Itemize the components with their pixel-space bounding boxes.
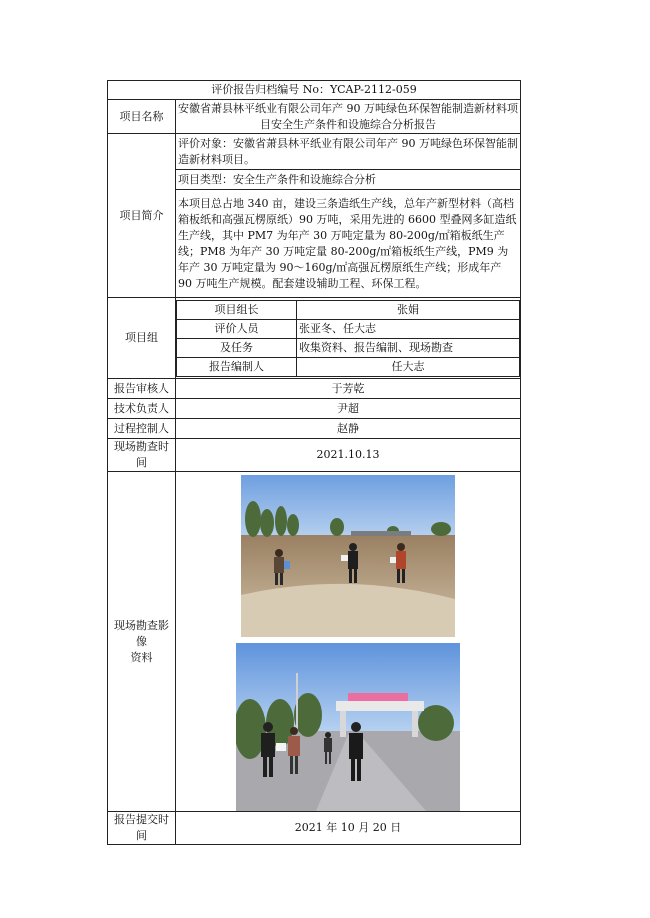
tasks-value: 收集资料、报告编制、现场勘查 (297, 338, 520, 357)
compiler-value: 任大志 (297, 357, 520, 376)
leader-value: 张娟 (297, 300, 520, 319)
process-control-value: 赵静 (176, 419, 521, 439)
reviewer-value: 于芳乾 (176, 379, 521, 399)
staff-value: 张亚冬、任大志 (297, 319, 520, 338)
survey-time-value: 2021.10.13 (176, 439, 521, 472)
project-intro-label: 项目简介 (108, 134, 176, 298)
compiler-label: 报告编制人 (177, 357, 297, 376)
archive-number: 评价报告归档编号 No：YCAP-2112-059 (108, 81, 521, 100)
staff-label-2: 及任务 (177, 338, 297, 357)
process-control-label: 过程控制人 (108, 419, 176, 439)
staff-label-1: 评价人员 (177, 319, 297, 338)
team-table (176, 300, 520, 377)
report-archive-form (107, 80, 520, 842)
project-name-label: 项目名称 (108, 100, 176, 134)
reviewer-label: 报告审核人 (108, 379, 176, 399)
site-field-photo (241, 475, 455, 637)
survey-photo-2 (236, 643, 460, 811)
survey-photo-1 (241, 475, 455, 637)
project-type: 项目类型：安全生产条件和设施综合分析 (176, 170, 521, 190)
archive-table (107, 80, 521, 845)
project-team-label: 项目组 (108, 298, 176, 379)
project-name-value: 安徽省萧县林平纸业有限公司年产 90 万吨绿色环保智能制造新材料项目安全生产条件和设施综合分析报告 (176, 100, 521, 134)
tech-lead-value: 尹超 (176, 399, 521, 419)
survey-images-label: 现场勘查影像 资料 (108, 472, 176, 812)
tech-lead-label: 技术负责人 (108, 399, 176, 419)
submit-time-value: 2021 年 10 月 20 日 (176, 812, 521, 845)
project-description: 本项目总占地 340 亩，建设三条造纸生产线，总年产新型材料（高档箱板纸和高强瓦楞原纸）90 万吨，采用先进的 6600 型叠网多缸造纸生产线，其中 PM7 为年产 30 万吨定量为 80-200g/㎡箱板纸生产线；PM8 为年产 30 万吨定量 80-200g/㎡箱板纸生产线，PM9 为年产 30 万吨定量为 90～160g/㎡高强瓦楞原纸生产线；形成年产 90 万吨生产规模。配套建设辅助工程、环保工程。 (176, 190, 521, 298)
evaluation-object: 评价对象：安徽省萧县林平纸业有限公司年产 90 万吨绿色环保智能制造新材料项目。 (176, 134, 521, 170)
site-gate-photo (236, 643, 460, 811)
leader-label: 项目组长 (177, 300, 297, 319)
survey-time-label: 现场勘查时间 (108, 439, 176, 472)
submit-time-label: 报告提交时间 (108, 812, 176, 845)
